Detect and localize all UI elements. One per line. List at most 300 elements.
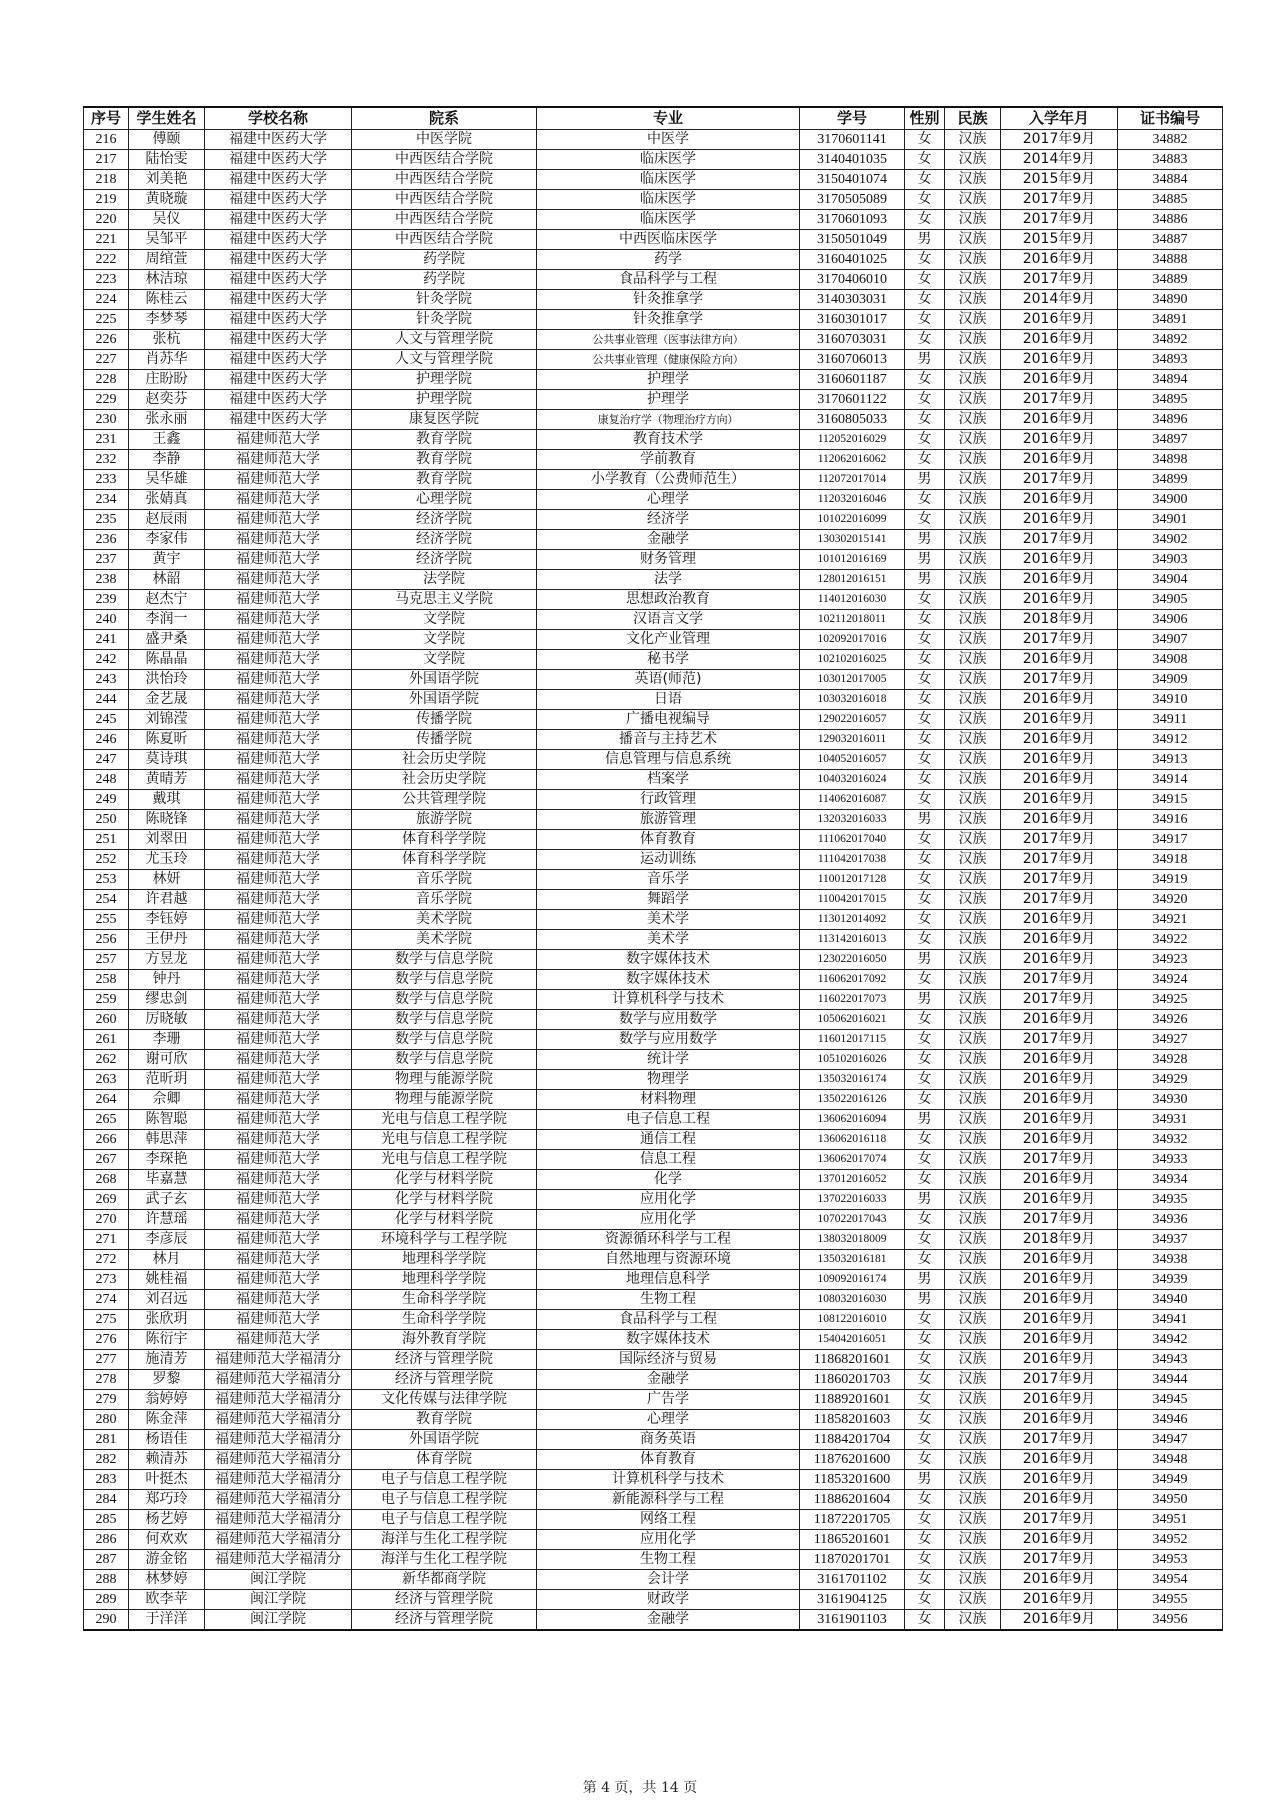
cell-ethnicity: 汉族 [945,1190,1001,1210]
cell-student-id: 3150501049 [800,230,905,250]
cell-student-id: 11884201704 [800,1430,905,1450]
cell-gender: 女 [905,1070,945,1090]
cell-gender: 男 [905,350,945,370]
cell-ethnicity: 汉族 [945,1390,1001,1410]
cell-index: 263 [84,1070,129,1090]
cell-student-id: 11865201601 [800,1530,905,1550]
cell-major: 数字媒体技术 [537,950,800,970]
cell-major: 中西医临床医学 [537,230,800,250]
cell-certificate-number: 34952 [1118,1530,1223,1550]
cell-student-name: 杨艺婷 [129,1510,205,1530]
cell-student-name: 陈智聪 [129,1110,205,1130]
cell-gender: 女 [905,650,945,670]
cell-major: 经济学 [537,510,800,530]
cell-index: 274 [84,1290,129,1310]
table-body [84,130,1223,1631]
table-row [84,1530,1223,1550]
cell-major: 网络工程 [537,1510,800,1530]
cell-school-name: 福建师范大学 [205,1010,352,1030]
cell-major: 文化产业管理 [537,630,800,650]
cell-gender: 女 [905,450,945,470]
cell-student-name: 陈夏昕 [129,730,205,750]
cell-certificate-number: 34954 [1118,1570,1223,1590]
cell-ethnicity: 汉族 [945,990,1001,1010]
cell-ethnicity: 汉族 [945,510,1001,530]
cell-student-id: 129032016011 [800,730,905,750]
cell-student-id: 3160703031 [800,330,905,350]
table-row [84,1390,1223,1410]
cell-ethnicity: 汉族 [945,1450,1001,1470]
cell-index: 229 [84,390,129,410]
cell-major: 化学 [537,1170,800,1190]
cell-school-name: 福建师范大学 [205,670,352,690]
cell-student-id: 136062017074 [800,1150,905,1170]
cell-school-name: 福建师范大学 [205,1250,352,1270]
cell-school-name: 福建师范大学 [205,1230,352,1250]
header-ethnicity: 民族 [945,107,1001,130]
cell-index: 286 [84,1530,129,1550]
cell-ethnicity: 汉族 [945,530,1001,550]
cell-major: 心理学 [537,1410,800,1430]
table-row [84,1330,1223,1350]
cell-school-name: 福建师范大学福清分 [205,1410,352,1430]
cell-major: 资源循环科学与工程 [537,1230,800,1250]
cell-enrollment-date: 2016年9月 [1001,1110,1118,1130]
cell-student-name: 刘翠田 [129,830,205,850]
cell-certificate-number: 34912 [1118,730,1223,750]
cell-ethnicity: 汉族 [945,210,1001,230]
cell-major: 行政管理 [537,790,800,810]
cell-ethnicity: 汉族 [945,290,1001,310]
cell-enrollment-date: 2017年9月 [1001,390,1118,410]
cell-ethnicity: 汉族 [945,1470,1001,1490]
cell-certificate-number: 34937 [1118,1230,1223,1250]
cell-department: 外国语学院 [352,670,537,690]
cell-school-name: 福建师范大学福清分 [205,1490,352,1510]
cell-school-name: 福建师范大学 [205,1290,352,1310]
cell-major: 中医学 [537,130,800,150]
cell-department: 光电与信息工程学院 [352,1110,537,1130]
cell-index: 282 [84,1450,129,1470]
cell-department: 经济学院 [352,510,537,530]
cell-gender: 女 [905,330,945,350]
cell-department: 法学院 [352,570,537,590]
table-row [84,670,1223,690]
cell-index: 262 [84,1050,129,1070]
cell-department: 传播学院 [352,710,537,730]
cell-certificate-number: 34907 [1118,630,1223,650]
cell-certificate-number: 34904 [1118,570,1223,590]
cell-department: 传播学院 [352,730,537,750]
cell-student-id: 111062017040 [800,830,905,850]
cell-school-name: 福建师范大学 [205,550,352,570]
cell-ethnicity: 汉族 [945,470,1001,490]
table-row [84,1230,1223,1250]
cell-enrollment-date: 2017年9月 [1001,890,1118,910]
cell-student-name: 傅颐 [129,130,205,150]
cell-index: 228 [84,370,129,390]
cell-index: 266 [84,1130,129,1150]
cell-major: 公共事业管理（医事法律方向） [537,330,800,350]
cell-student-id: 11872201705 [800,1510,905,1530]
cell-ethnicity: 汉族 [945,890,1001,910]
table-row [84,870,1223,890]
cell-department: 美术学院 [352,930,537,950]
cell-student-name: 钟丹 [129,970,205,990]
cell-index: 233 [84,470,129,490]
cell-ethnicity: 汉族 [945,1150,1001,1170]
cell-gender: 女 [905,370,945,390]
cell-department: 教育学院 [352,470,537,490]
cell-student-name: 刘锦滢 [129,710,205,730]
cell-gender: 女 [905,1530,945,1550]
table-row [84,550,1223,570]
cell-student-name: 肖苏华 [129,350,205,370]
cell-certificate-number: 34908 [1118,650,1223,670]
cell-department: 经济与管理学院 [352,1350,537,1370]
cell-index: 276 [84,1330,129,1350]
table-row [84,890,1223,910]
cell-enrollment-date: 2017年9月 [1001,210,1118,230]
cell-department: 公共管理学院 [352,790,537,810]
cell-department: 护理学院 [352,370,537,390]
cell-certificate-number: 34888 [1118,250,1223,270]
cell-student-id: 3140303031 [800,290,905,310]
cell-major: 自然地理与资源环境 [537,1250,800,1270]
cell-major: 广播电视编导 [537,710,800,730]
cell-student-id: 11886201604 [800,1490,905,1510]
cell-certificate-number: 34925 [1118,990,1223,1010]
cell-index: 225 [84,310,129,330]
cell-student-name: 陈晓锋 [129,810,205,830]
cell-major: 数学与应用数学 [537,1010,800,1030]
cell-school-name: 福建师范大学 [205,1050,352,1070]
cell-student-name: 吴华雄 [129,470,205,490]
cell-department: 数学与信息学院 [352,990,537,1010]
cell-school-name: 福建师范大学福清分 [205,1530,352,1550]
cell-gender: 女 [905,730,945,750]
cell-ethnicity: 汉族 [945,1250,1001,1270]
cell-major: 商务英语 [537,1430,800,1450]
table-row [84,950,1223,970]
cell-ethnicity: 汉族 [945,1530,1001,1550]
cell-major: 法学 [537,570,800,590]
cell-school-name: 福建师范大学 [205,710,352,730]
table-row [84,490,1223,510]
table-row [84,430,1223,450]
table-row [84,1570,1223,1590]
table-row [84,990,1223,1010]
header-gender: 性别 [905,107,945,130]
cell-certificate-number: 34935 [1118,1190,1223,1210]
cell-index: 247 [84,750,129,770]
cell-enrollment-date: 2016年9月 [1001,1490,1118,1510]
cell-major: 电子信息工程 [537,1110,800,1130]
cell-student-id: 11868201601 [800,1350,905,1370]
cell-student-id: 112032016046 [800,490,905,510]
cell-index: 248 [84,770,129,790]
cell-enrollment-date: 2016年9月 [1001,810,1118,830]
cell-enrollment-date: 2016年9月 [1001,950,1118,970]
cell-index: 285 [84,1510,129,1530]
cell-ethnicity: 汉族 [945,270,1001,290]
cell-gender: 男 [905,990,945,1010]
cell-ethnicity: 汉族 [945,1070,1001,1090]
cell-index: 275 [84,1310,129,1330]
table-row [84,1370,1223,1390]
cell-enrollment-date: 2016年9月 [1001,1130,1118,1150]
cell-ethnicity: 汉族 [945,1310,1001,1330]
cell-major: 计算机科学与技术 [537,1470,800,1490]
cell-school-name: 福建师范大学 [205,610,352,630]
cell-department: 海洋与生化工程学院 [352,1530,537,1550]
cell-index: 260 [84,1010,129,1030]
cell-certificate-number: 34939 [1118,1270,1223,1290]
cell-gender: 女 [905,1310,945,1330]
cell-student-id: 3160301017 [800,310,905,330]
cell-student-id: 132032016033 [800,810,905,830]
cell-index: 245 [84,710,129,730]
cell-gender: 男 [905,1110,945,1130]
table-row [84,1430,1223,1450]
cell-gender: 女 [905,1130,945,1150]
cell-index: 284 [84,1490,129,1510]
cell-enrollment-date: 2016年9月 [1001,510,1118,530]
cell-department: 中西医结合学院 [352,210,537,230]
cell-gender: 男 [905,550,945,570]
cell-major: 应用化学 [537,1210,800,1230]
cell-department: 外国语学院 [352,1430,537,1450]
cell-student-name: 方昱龙 [129,950,205,970]
cell-school-name: 福建师范大学 [205,910,352,930]
cell-enrollment-date: 2017年9月 [1001,630,1118,650]
cell-enrollment-date: 2017年9月 [1001,1150,1118,1170]
cell-certificate-number: 34921 [1118,910,1223,930]
cell-department: 针灸学院 [352,310,537,330]
table-row [84,690,1223,710]
cell-certificate-number: 34913 [1118,750,1223,770]
cell-index: 246 [84,730,129,750]
cell-certificate-number: 34903 [1118,550,1223,570]
cell-department: 经济学院 [352,530,537,550]
cell-gender: 女 [905,1330,945,1350]
cell-student-id: 113142016013 [800,930,905,950]
cell-major: 康复治疗学（物理治疗方向） [537,410,800,430]
cell-school-name: 福建师范大学 [205,690,352,710]
table-row [84,190,1223,210]
cell-student-id: 3161701102 [800,1570,905,1590]
cell-student-name: 韩思萍 [129,1130,205,1150]
cell-enrollment-date: 2017年9月 [1001,670,1118,690]
cell-gender: 女 [905,1150,945,1170]
cell-certificate-number: 34889 [1118,270,1223,290]
cell-enrollment-date: 2016年9月 [1001,310,1118,330]
cell-department: 经济与管理学院 [352,1590,537,1610]
cell-major: 数字媒体技术 [537,970,800,990]
cell-enrollment-date: 2016年9月 [1001,910,1118,930]
cell-index: 222 [84,250,129,270]
cell-enrollment-date: 2014年9月 [1001,150,1118,170]
cell-student-id: 11858201603 [800,1410,905,1430]
cell-major: 护理学 [537,390,800,410]
cell-student-id: 102102016025 [800,650,905,670]
cell-department: 数学与信息学院 [352,1010,537,1030]
cell-student-id: 112052016029 [800,430,905,450]
cell-ethnicity: 汉族 [945,830,1001,850]
cell-certificate-number: 34924 [1118,970,1223,990]
cell-index: 290 [84,1610,129,1631]
cell-major: 临床医学 [537,210,800,230]
cell-student-id: 102112018011 [800,610,905,630]
cell-major: 应用化学 [537,1190,800,1210]
cell-enrollment-date: 2017年9月 [1001,1370,1118,1390]
cell-ethnicity: 汉族 [945,1550,1001,1570]
cell-certificate-number: 34920 [1118,890,1223,910]
table-row [84,1510,1223,1530]
cell-school-name: 福建师范大学福清分 [205,1510,352,1530]
cell-major: 金融学 [537,1370,800,1390]
cell-school-name: 福建中医药大学 [205,350,352,370]
cell-certificate-number: 34883 [1118,150,1223,170]
cell-major: 金融学 [537,530,800,550]
table-row [84,850,1223,870]
table-row [84,610,1223,630]
cell-gender: 女 [905,630,945,650]
cell-major: 生物工程 [537,1290,800,1310]
cell-gender: 女 [905,210,945,230]
cell-department: 文学院 [352,650,537,670]
cell-certificate-number: 34955 [1118,1590,1223,1610]
table-row [84,390,1223,410]
table-row [84,210,1223,230]
cell-major: 运动训练 [537,850,800,870]
cell-ethnicity: 汉族 [945,810,1001,830]
cell-gender: 女 [905,930,945,950]
cell-student-id: 112062016062 [800,450,905,470]
cell-gender: 女 [905,310,945,330]
cell-student-name: 叶挺杰 [129,1470,205,1490]
cell-student-name: 张欣玥 [129,1310,205,1330]
cell-index: 251 [84,830,129,850]
cell-school-name: 福建师范大学福清分 [205,1370,352,1390]
cell-student-name: 李钰婷 [129,910,205,930]
cell-ethnicity: 汉族 [945,350,1001,370]
cell-student-name: 李静 [129,450,205,470]
cell-gender: 男 [905,570,945,590]
cell-index: 249 [84,790,129,810]
cell-ethnicity: 汉族 [945,1010,1001,1030]
cell-school-name: 福建师范大学 [205,1190,352,1210]
cell-index: 227 [84,350,129,370]
cell-student-id: 128012016151 [800,570,905,590]
cell-school-name: 福建师范大学 [205,1030,352,1050]
table-row [84,1150,1223,1170]
cell-student-name: 许慧瑶 [129,1210,205,1230]
cell-certificate-number: 34941 [1118,1310,1223,1330]
cell-student-id: 11876201600 [800,1450,905,1470]
cell-major: 信息管理与信息系统 [537,750,800,770]
table-row [84,1190,1223,1210]
cell-certificate-number: 34919 [1118,870,1223,890]
table-row [84,1210,1223,1230]
cell-enrollment-date: 2016年9月 [1001,690,1118,710]
cell-enrollment-date: 2017年9月 [1001,190,1118,210]
cell-student-name: 黄宇 [129,550,205,570]
table-row [84,1070,1223,1090]
cell-enrollment-date: 2017年9月 [1001,130,1118,150]
cell-ethnicity: 汉族 [945,1350,1001,1370]
cell-index: 252 [84,850,129,870]
cell-school-name: 福建中医药大学 [205,330,352,350]
cell-school-name: 福建师范大学 [205,430,352,450]
cell-department: 数学与信息学院 [352,1030,537,1050]
cell-school-name: 福建师范大学 [205,590,352,610]
table-row [84,150,1223,170]
cell-school-name: 福建师范大学 [205,1270,352,1290]
cell-index: 242 [84,650,129,670]
table-row [84,1050,1223,1070]
cell-major: 数字媒体技术 [537,1330,800,1350]
cell-department: 中西医结合学院 [352,230,537,250]
cell-student-name: 郑巧玲 [129,1490,205,1510]
cell-certificate-number: 34917 [1118,830,1223,850]
cell-student-name: 林韶 [129,570,205,590]
cell-student-id: 109092016174 [800,1270,905,1290]
cell-major: 小学教育（公费师范生） [537,470,800,490]
cell-major: 广告学 [537,1390,800,1410]
cell-certificate-number: 34901 [1118,510,1223,530]
cell-student-name: 刘召远 [129,1290,205,1310]
cell-gender: 女 [905,1050,945,1070]
cell-certificate-number: 34918 [1118,850,1223,870]
cell-department: 中西医结合学院 [352,150,537,170]
cell-enrollment-date: 2017年9月 [1001,1210,1118,1230]
cell-student-id: 102092017016 [800,630,905,650]
cell-student-id: 135032016181 [800,1250,905,1270]
cell-student-name: 林妍 [129,870,205,890]
cell-enrollment-date: 2016年9月 [1001,1610,1118,1631]
cell-ethnicity: 汉族 [945,750,1001,770]
cell-student-id: 137012016052 [800,1170,905,1190]
cell-department: 中医学院 [352,130,537,150]
cell-student-id: 108122016010 [800,1310,905,1330]
cell-index: 254 [84,890,129,910]
cell-index: 281 [84,1430,129,1450]
table-row [84,570,1223,590]
cell-index: 280 [84,1410,129,1430]
table-row [84,530,1223,550]
cell-student-id: 116062017092 [800,970,905,990]
cell-department: 体育科学学院 [352,850,537,870]
cell-major: 通信工程 [537,1130,800,1150]
cell-gender: 女 [905,1170,945,1190]
cell-department: 针灸学院 [352,290,537,310]
table-row [84,970,1223,990]
cell-department: 音乐学院 [352,870,537,890]
cell-major: 材料物理 [537,1090,800,1110]
cell-certificate-number: 34911 [1118,710,1223,730]
cell-index: 224 [84,290,129,310]
cell-gender: 女 [905,170,945,190]
cell-gender: 女 [905,1410,945,1430]
cell-school-name: 福建中医药大学 [205,190,352,210]
cell-school-name: 福建中医药大学 [205,250,352,270]
table-row [84,1090,1223,1110]
table-row [84,630,1223,650]
cell-student-name: 缪忠剑 [129,990,205,1010]
cell-certificate-number: 34895 [1118,390,1223,410]
cell-index: 221 [84,230,129,250]
